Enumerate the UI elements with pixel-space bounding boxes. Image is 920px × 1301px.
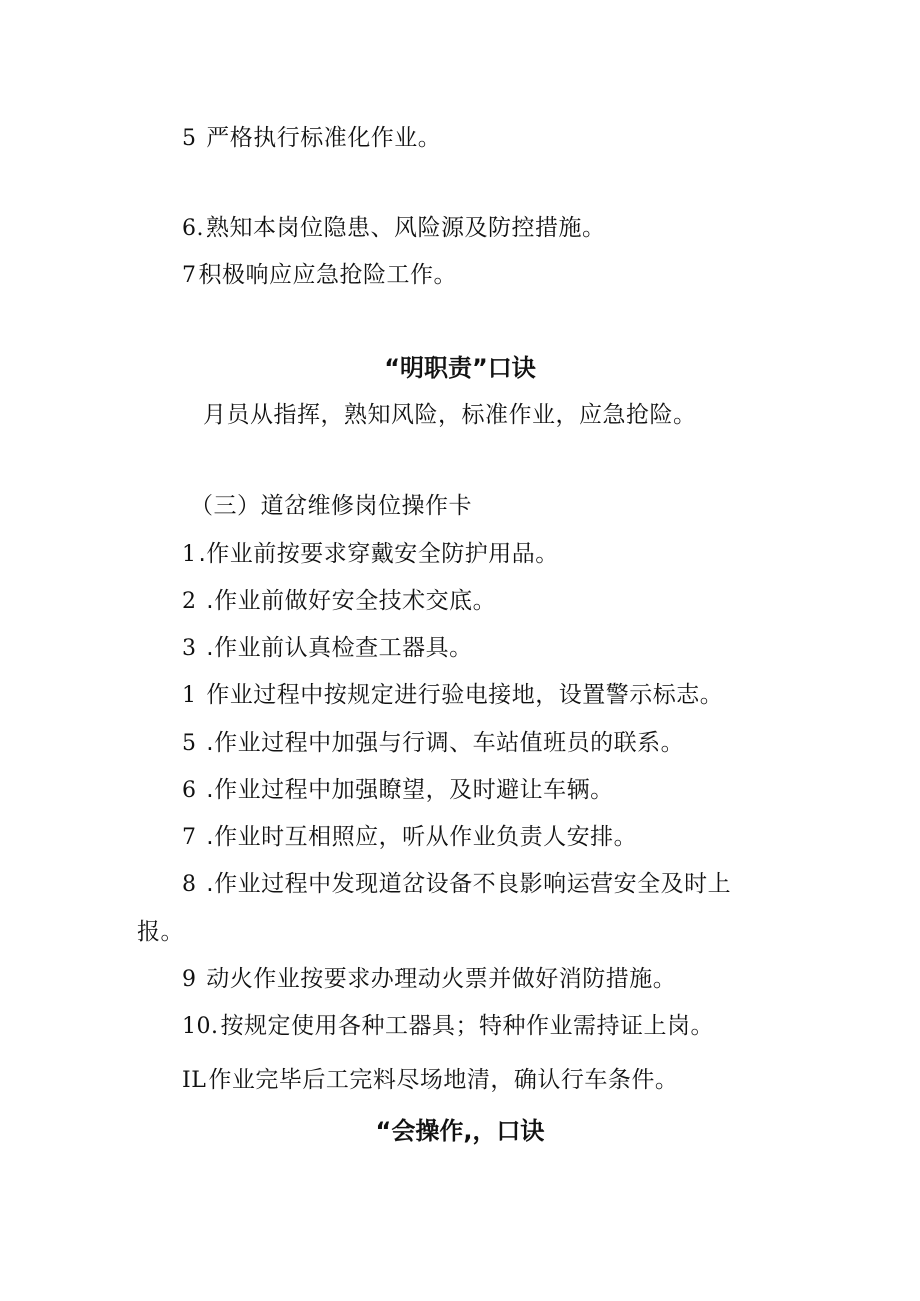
item-text: .作业过程中发现道岔设备不良影响运营安全及时上 — [198, 871, 732, 897]
list-item — [182, 775, 614, 806]
item-number: 6. — [182, 216, 204, 241]
list-item — [182, 1065, 678, 1096]
list-item — [182, 633, 473, 664]
list-item — [182, 260, 457, 291]
item-number: 8 — [182, 872, 197, 897]
mnemonic-text: 月员从指挥，熟知风险，标准作业，应急抢险。 — [203, 402, 697, 428]
item-number: 5 — [182, 126, 197, 151]
item-text: 按规定使用各种工器具；特种作业需持证上岗。 — [220, 1013, 714, 1039]
mnemonic-heading: “明职责”口诀 — [384, 354, 536, 382]
list-item — [182, 586, 496, 617]
item-number: 1 — [182, 542, 197, 567]
item-text: 作业过程中按规定进行验电接地，设置警示标志。 — [198, 682, 724, 708]
item-text: .作业前做好安全技术交底。 — [198, 588, 497, 614]
item-text: .作业时互相照应，听从作业负责人安排。 — [198, 824, 638, 850]
mnemonic-heading: “会操作,，口诀 — [375, 1117, 545, 1145]
item-number: 10. — [182, 1014, 219, 1039]
item-number: IL — [182, 1068, 207, 1093]
list-item — [182, 539, 559, 570]
item-text: .作业过程中加强与行调、车站值班员的联系。 — [198, 730, 685, 756]
section-title: （三）道岔维修岗位操作卡 — [190, 493, 472, 519]
list-item — [182, 1011, 714, 1042]
item-text: 熟知本岗位隐患、风险源及防控措施。 — [206, 215, 606, 241]
item-text: 动火作业按要求办理动火票并做好消防措施。 — [198, 966, 677, 992]
item-text: .作业前认真检查工器具。 — [198, 635, 473, 661]
item-number: 6 — [182, 778, 197, 803]
item-number: 3 — [182, 636, 197, 661]
item-text: .作业前按要求穿戴安全防护用品。 — [198, 541, 559, 567]
item-text: 报。 — [137, 919, 184, 945]
item-number: 5 — [182, 731, 197, 756]
list-item — [182, 728, 684, 759]
list-item-continuation — [135, 917, 184, 948]
item-number: 9 — [182, 967, 197, 992]
list-item — [182, 213, 606, 244]
list-item — [182, 822, 637, 853]
item-text: 作业完毕后工完料尽场地清，确认行车条件。 — [208, 1067, 679, 1093]
list-item — [182, 869, 731, 900]
item-text: 严格执行标准化作业。 — [198, 125, 442, 151]
item-number: 2 — [182, 589, 197, 614]
list-item — [182, 680, 723, 711]
item-text: .作业过程中加强瞭望，及时避让车辆。 — [198, 777, 614, 803]
item-text: 积极响应应急抢险工作。 — [198, 262, 457, 288]
item-number: 1 — [182, 683, 197, 708]
list-item — [182, 123, 441, 154]
item-number: 7 — [182, 825, 197, 850]
list-item — [182, 964, 676, 995]
item-number: 7 — [182, 263, 197, 288]
